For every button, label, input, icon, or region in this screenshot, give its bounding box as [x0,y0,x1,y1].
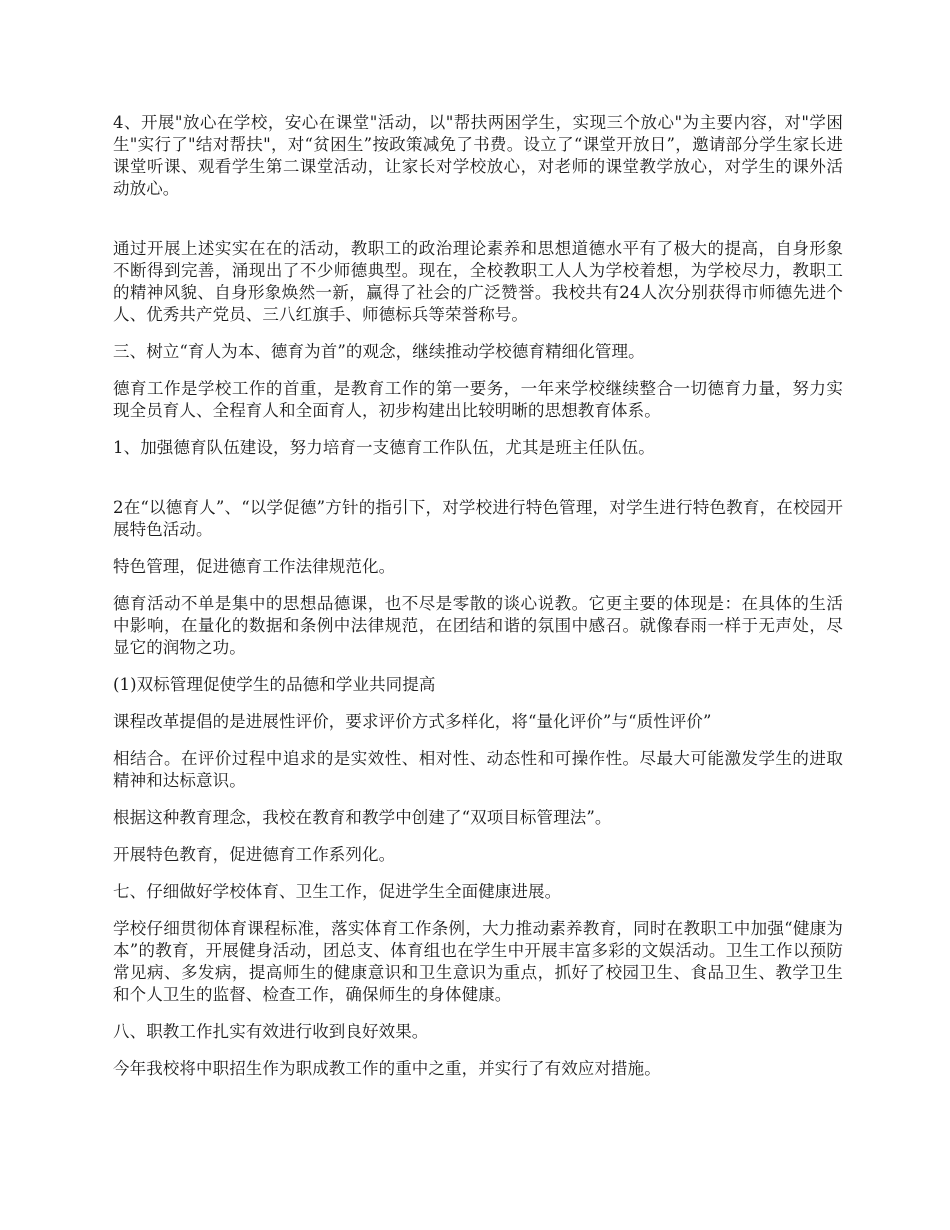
item-distinctive-management: 2在“以德育人”、“以学促德”方针的指引下，对学校进行特色管理，对学生进行特色教育，在校园开展特色活动。 [113,498,843,539]
paragraph-evaluation-combination: 相结合。在评价过程中追求的是实效性、相对性、动态性和可操作性。尽最大可能激发学生的进取精神和达标意识。 [113,749,843,790]
paragraph-teacher-ethics-results: 通过开展上述实实在在的活动，教职工的政治理论素养和思想道德水平有了极大的提高，自身形象不断得到完善，涌现出了不少师德典型。现在，全校教职工人人为学校着想，为学校尽力，教职工的精神风貌、自身形象焕然一新，赢得了社会的广泛赞誉。我校共有24人次分别获得市师德先进个人、优秀共产党员、三八红旗手、师德标兵等荣誉称号。 [113,239,843,324]
paragraph-moral-education-intro: 德育工作是学校工作的首重，是教育工作的第一要务，一年来学校继续整合一切德育力量，努力实现全员育人、全程育人和全面育人，初步构建出比较明晰的思想教育体系。 [113,379,843,420]
section-heading-sports-health: 七、仔细做好学校体育、卫生工作，促进学生全面健康进展。 [113,882,562,901]
paragraph-student-support: 4、开展"放心在学校，安心在课堂"活动，以"帮扶两困学生，实现三个放心"为主要内容，对"学困生"实行了"结对帮扶"，对“贫困生”按政策减免了书费。设立了“课堂开放日”，邀请部分学生家长进课堂听课、观看学生第二课堂活动，让家长对学校放心，对老师的课堂教学放心，对学生的课外活动放心。 [113,113,843,198]
item-moral-team-building: 1、加强德育队伍建设，努力培育一支德育工作队伍，尤其是班主任队伍。 [113,438,655,457]
section-heading-moral-education: 三、树立“育人为本、德育为首”的观念，继续推动学校德育精细化管理。 [113,342,645,361]
subheading-dual-standard: (1)双标管理促使学生的品德和学业共同提高 [113,675,436,694]
subheading-legal-standardization: 特色管理，促进德育工作法律规范化。 [113,557,396,576]
subheading-serialization: 开展特色教育，促进德育工作系列化。 [113,845,396,864]
paragraph-moral-activities: 德育活动不单是集中的思想品德课，也不尽是零散的谈心说教。它更主要的体现是：在具体的生活中影响，在量化的数据和条例中法律规范，在团结和谐的氛围中感召。就像春雨一样于无声处，尽显它的润物之功。 [113,594,843,657]
paragraph-curriculum-evaluation: 课程改革提倡的是进展性评价，要求评价方式多样化，将“量化评价”与“质性评价” [113,712,712,731]
paragraph-sports-health: 学校仔细贯彻体育课程标准，落实体育工作条例，大力推动素养教育，同时在教职工中加强“健康为本”的教育，开展健身活动，团总支、体育组也在学生中开展丰富多彩的文娱活动。卫生工作以预防常见病、多发病，提高师生的健康意识和卫生意识为重点，抓好了校园卫生、食品卫生、教学卫生和个人卫生的监督、检查工作，确保师生的身体健康。 [113,919,843,1004]
paragraph-vocational-enrollment: 今年我校将中职招生作为职成教工作的重中之重，并实行了有效应对措施。 [113,1059,661,1078]
document-page [113,112,843,1095]
section-heading-vocational: 八、职教工作扎实有效进行收到良好效果。 [113,1022,429,1041]
paragraph-dual-target-method: 根据这种教育理念，我校在教育和教学中创建了“双项目标管理法”。 [113,808,612,827]
